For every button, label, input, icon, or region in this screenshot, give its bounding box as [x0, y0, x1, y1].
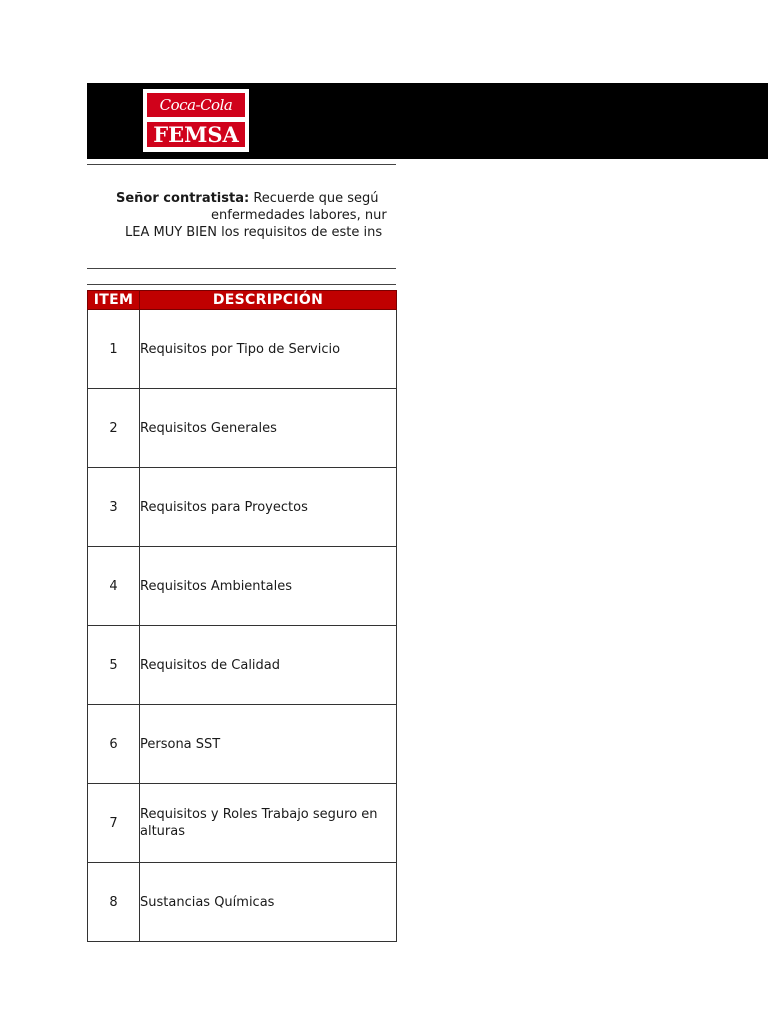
row-item-number: 1 — [88, 310, 140, 389]
row-description: Sustancias Químicas — [140, 863, 397, 942]
row-item-number: 3 — [88, 468, 140, 547]
coca-cola-femsa-logo — [143, 89, 249, 152]
row-item-number: 8 — [88, 863, 140, 942]
table-row — [88, 784, 397, 863]
notice-bold-prefix: Señor contratista: — [116, 191, 250, 206]
contractor-notice — [87, 190, 396, 250]
row-description: Requisitos para Proyectos — [140, 468, 397, 547]
table-header-row — [88, 291, 397, 310]
row-item-number: 5 — [88, 626, 140, 705]
row-description: Requisitos por Tipo de Servicio — [140, 310, 397, 389]
logo-femsa-wordmark: FEMSA — [147, 122, 245, 147]
header-item: ITEM — [88, 291, 140, 310]
notice-line-3: LEA MUY BIEN los requisitos de este ins — [125, 225, 383, 240]
table-row — [88, 389, 397, 468]
requirements-table — [87, 290, 397, 942]
row-description: Persona SST — [140, 705, 397, 784]
table-row — [88, 468, 397, 547]
row-description: Requisitos de Calidad — [140, 626, 397, 705]
row-description: Requisitos y Roles Trabajo seguro en alturas — [140, 784, 397, 863]
divider-top — [87, 164, 396, 165]
row-description: Requisitos Ambientales — [140, 547, 397, 626]
notice-line-1 — [116, 190, 379, 207]
row-description: Requisitos Generales — [140, 389, 397, 468]
row-item-number: 2 — [88, 389, 140, 468]
divider-lower — [87, 284, 396, 285]
row-item-number: 7 — [88, 784, 140, 863]
row-item-number: 4 — [88, 547, 140, 626]
logo-coca-cola-wordmark: Coca-Cola — [147, 93, 245, 117]
divider-middle — [87, 268, 396, 269]
notice-line-2: enfermedades labores, nur — [211, 208, 387, 223]
header-description: DESCRIPCIÓN — [140, 291, 397, 310]
row-item-number: 6 — [88, 705, 140, 784]
notice-line-1-rest: Recuerde que segú — [249, 191, 379, 206]
table-row — [88, 626, 397, 705]
table-row — [88, 310, 397, 389]
table-row — [88, 547, 397, 626]
table-row — [88, 705, 397, 784]
table-row — [88, 863, 397, 942]
